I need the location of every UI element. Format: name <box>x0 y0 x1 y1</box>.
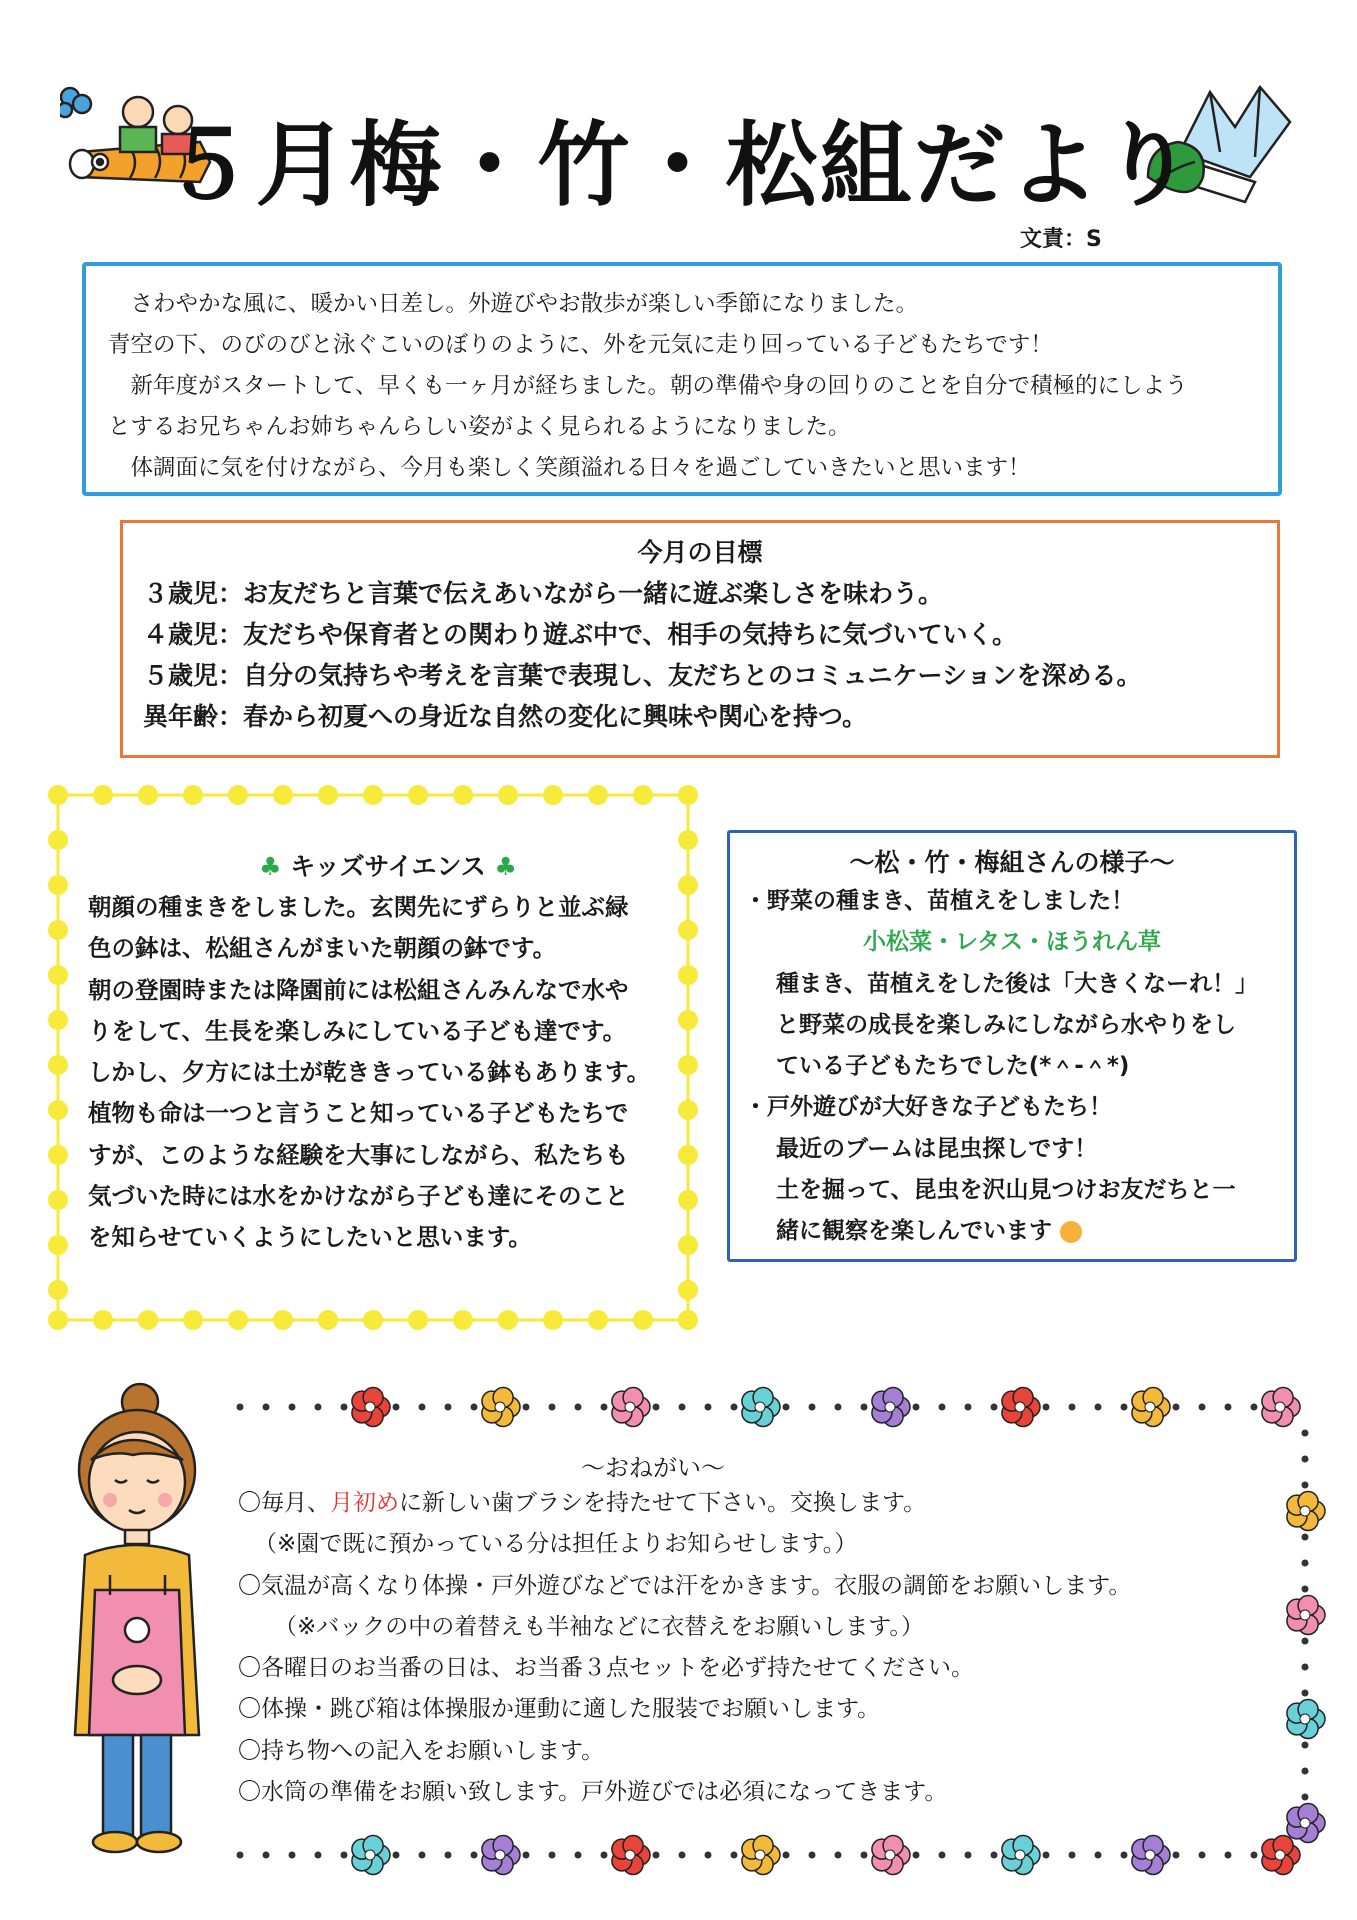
frame-dot <box>1043 1404 1050 1411</box>
frame-dot <box>1043 1852 1050 1859</box>
frame-dot <box>1302 1456 1309 1463</box>
frame-dot <box>1225 1404 1232 1411</box>
frame-dot <box>445 1404 452 1411</box>
kids-science-title: キッズサイエンス <box>290 852 486 881</box>
frame-dot <box>939 1852 946 1859</box>
kids-science-line: 朝の登園時または降園前には松組さんみんなで水や <box>88 975 629 1004</box>
kids-science-line: 色の鉢は、松組さんがまいた朝顔の鉢です。 <box>88 934 557 963</box>
frame-dot <box>315 1404 322 1411</box>
yellow-dot <box>363 1310 383 1330</box>
frame-dot <box>991 1404 998 1411</box>
intro-paragraph: とするお兄ちゃんお姉ちゃんらしい姿がよく見られるようになりました。 <box>108 414 851 440</box>
intro-paragraph: 体調面に気を付けながら、今月も楽しく笑顔溢れる日々を過ごしていきたいと思います！ <box>108 455 1031 481</box>
yellow-dot <box>678 785 698 805</box>
teacher-illustration <box>55 1380 215 1860</box>
frame-dot <box>1173 1404 1180 1411</box>
frame-dot <box>237 1852 244 1859</box>
frame-dot <box>653 1852 660 1859</box>
author-credit: 文責：S <box>1020 227 1102 252</box>
frame-dot <box>731 1852 738 1859</box>
flower-icon <box>742 1835 780 1874</box>
frame-dot <box>315 1852 322 1859</box>
frame-dot <box>341 1404 348 1411</box>
frame-dot <box>523 1404 530 1411</box>
yellow-dot <box>138 785 158 805</box>
yellow-dot <box>273 785 293 805</box>
yellow-dot <box>543 785 563 805</box>
frame-dot <box>445 1852 452 1859</box>
frame-dot <box>835 1404 842 1411</box>
frame-dot <box>679 1404 686 1411</box>
yellow-dot <box>48 965 68 985</box>
yellow-dot <box>408 1310 428 1330</box>
yellow-dot <box>678 1280 698 1300</box>
frame-dot <box>939 1404 946 1411</box>
kids-science-line: しかし、夕方には土が乾ききっている鉢もあります。 <box>88 1058 651 1087</box>
frame-dot <box>1095 1404 1102 1411</box>
frame-dot <box>705 1852 712 1859</box>
frame-dot <box>1251 1852 1258 1859</box>
yellow-dot <box>48 1100 68 1120</box>
frame-dot <box>1199 1404 1206 1411</box>
frame-dot <box>601 1852 608 1859</box>
frame-dot <box>1173 1852 1180 1859</box>
flower-icon <box>352 1835 390 1874</box>
yellow-dot <box>93 1310 113 1330</box>
frame-dot <box>393 1404 400 1411</box>
frame-dot <box>1225 1852 1232 1859</box>
yellow-dot <box>48 920 68 940</box>
frame-dot <box>705 1404 712 1411</box>
yellow-dot <box>228 785 248 805</box>
class-report-item: ・戸外遊びが大好きな子どもたち！ <box>744 1094 1112 1121</box>
flower-icon <box>1262 1387 1300 1426</box>
intro-paragraph: 青空の下、のびのびと泳ぐこいのぼりのように、外を元気に走り回っている子どもたちです！ <box>108 332 1053 358</box>
yellow-dot <box>48 1310 68 1330</box>
smile-icon <box>1060 1221 1082 1243</box>
frame-dot <box>1302 1482 1309 1489</box>
frame-dot <box>471 1404 478 1411</box>
frame-dot <box>1302 1560 1309 1567</box>
frame-dot <box>549 1404 556 1411</box>
kids-science-line: を知らせていくようにしたいと思います。 <box>88 1223 532 1252</box>
yellow-dot <box>48 1190 68 1210</box>
request-line: 〇体操・跳び箱は体操服か運動に適した服装でお願いします。 <box>238 1696 881 1723</box>
frame-dot <box>1302 1768 1309 1775</box>
frame-dot <box>653 1404 660 1411</box>
frame-dot <box>809 1852 816 1859</box>
goal-row: ３歳児：お友だちと言葉で伝えあいながら一緒に遊ぶ楽しさを味わう。 <box>143 579 944 608</box>
frame-dot <box>1302 1794 1309 1801</box>
yellow-dot <box>93 785 113 805</box>
frame-dot <box>1302 1430 1309 1437</box>
yellow-dot <box>588 1310 608 1330</box>
page-title: ５月梅・竹・松組だより <box>161 112 1196 219</box>
yellow-dot <box>48 1145 68 1165</box>
clover-icon: ♣ <box>494 852 517 881</box>
frame-dot <box>601 1404 608 1411</box>
flower-icon <box>1132 1387 1170 1426</box>
frame-dot <box>965 1404 972 1411</box>
frame-dot <box>1121 1852 1128 1859</box>
frame-dot <box>783 1404 790 1411</box>
flower-icon <box>1262 1835 1300 1874</box>
intro-paragraph: さわやかな風に、暖かい日差し。外遊びやお散歩が楽しい季節になりました。 <box>108 291 919 317</box>
requests-section <box>238 1448 1298 1813</box>
yellow-dot <box>48 1055 68 1075</box>
yellow-dot <box>633 785 653 805</box>
frame-dot <box>393 1852 400 1859</box>
yellow-dot <box>363 785 383 805</box>
request-note: （※バックの中の着替えも半袖などに衣替えをお願いします。） <box>274 1613 924 1640</box>
goals-heading: 今月の目標 <box>637 538 763 567</box>
yellow-dot <box>318 1310 338 1330</box>
flower-icon <box>1002 1835 1040 1874</box>
kids-science-line: りをして、生長を楽しみにしている子ども達です。 <box>88 1016 627 1045</box>
frame-dot <box>471 1852 478 1859</box>
frame-dot <box>1199 1852 1206 1859</box>
class-report-heading: ～松・竹・梅組さんの様子～ <box>849 848 1175 877</box>
highlight-text: 月初め <box>330 1490 399 1516</box>
yellow-dot <box>48 1010 68 1030</box>
request-text: 〇毎月、 <box>238 1490 330 1516</box>
yellow-dot <box>48 1280 68 1300</box>
request-line: 〇持ち物への記入をお願いします。 <box>238 1737 605 1764</box>
class-report-line: 土を掘って、昆虫を沢山見つけお友だちと一 <box>776 1177 1236 1204</box>
yellow-dot <box>48 875 68 895</box>
frame-dot <box>991 1852 998 1859</box>
frame-dot <box>835 1852 842 1859</box>
yellow-dot <box>633 1310 653 1330</box>
kids-science-line: 植物も命は一つと言うこと知っている子どもたちで <box>88 1099 629 1128</box>
intro-box <box>82 262 1282 496</box>
yellow-dot <box>48 1235 68 1255</box>
monthly-goals-box <box>120 520 1280 758</box>
frame-dot <box>263 1404 270 1411</box>
goal-row: ４歳児：友だちや保育者との関わり遊ぶ中で、相手の気持ちに気づいていく。 <box>143 620 1018 649</box>
class-report-item: ・野菜の種まき、苗植えをしました！ <box>744 888 1135 914</box>
flower-icon <box>482 1835 520 1874</box>
frame-dot <box>419 1404 426 1411</box>
frame-dot <box>1302 1690 1309 1697</box>
frame-dot <box>1069 1852 1076 1859</box>
frame-dot <box>1121 1404 1128 1411</box>
kids-science-line: 気づいた時には水をかけながら子ども達にそのこと <box>88 1182 629 1211</box>
frame-dot <box>1251 1404 1258 1411</box>
frame-dot <box>263 1852 270 1859</box>
frame-dot <box>861 1852 868 1859</box>
request-line: 〇水筒の準備をお願い致します。戸外遊びでは必須になってきます。 <box>238 1779 948 1806</box>
frame-dot <box>1302 1534 1309 1541</box>
flower-icon <box>352 1387 390 1426</box>
frame-dot <box>1302 1664 1309 1671</box>
kids-science-heading <box>88 847 688 883</box>
yellow-dot <box>183 785 203 805</box>
frame-dot <box>1095 1852 1102 1859</box>
kids-science-box <box>48 785 700 1330</box>
request-line: 〇各曜日のお当番の日は、お当番３点セットを必ず持たせてください。 <box>238 1655 974 1682</box>
flower-icon <box>1002 1387 1040 1426</box>
frame-dot <box>731 1404 738 1411</box>
yellow-dot <box>678 1310 698 1330</box>
frame-dot <box>913 1404 920 1411</box>
class-report-text: 緒に観察を楽しんでいます <box>776 1218 1052 1245</box>
frame-dot <box>289 1852 296 1859</box>
frame-dot <box>575 1852 582 1859</box>
frame-dot <box>1302 1742 1309 1749</box>
intro-paragraph: 新年度がスタートして、早くも一ヶ月が経ちました。朝の準備や身の回りのことを自分で積極的にしよう <box>108 373 1188 399</box>
yellow-dot <box>183 1310 203 1330</box>
class-report-line <box>744 1211 1280 1252</box>
frame-dot <box>783 1852 790 1859</box>
flower-icon <box>742 1387 780 1426</box>
requests-heading: ～おねがい～ <box>581 1454 725 1482</box>
frame-dot <box>965 1852 972 1859</box>
kids-science-line: 朝顔の種まきをしました。玄関先にずらりと並ぶ緑 <box>88 893 629 921</box>
flower-icon <box>872 1387 910 1426</box>
frame-dot <box>419 1852 426 1859</box>
yellow-dot <box>318 785 338 805</box>
class-report-line: ている子どもたちでした(*＾-＾*) <box>776 1053 1130 1080</box>
clover-icon: ♣ <box>259 852 282 881</box>
goal-row: 異年齢：春から初夏への身近な自然の変化に興味や関心を持つ。 <box>143 702 868 731</box>
request-line: 〇気温が高くなり体操・戸外遊びなどでは汗をかきます。衣服の調節をお願いします。 <box>238 1572 1132 1599</box>
yellow-dot <box>408 785 428 805</box>
goal-row: ５歳児：自分の気持ちや考えを言葉で表現し、友だちとのコミュニケーションを深める。 <box>143 661 1142 690</box>
yellow-dot <box>48 785 68 805</box>
frame-dot <box>575 1404 582 1411</box>
frame-dot <box>289 1404 296 1411</box>
frame-dot <box>341 1852 348 1859</box>
frame-dot <box>1302 1638 1309 1645</box>
flower-icon <box>872 1835 910 1874</box>
class-report-box <box>727 830 1297 1262</box>
frame-dot <box>549 1852 556 1859</box>
flower-icon <box>612 1835 650 1874</box>
yellow-dot <box>228 1310 248 1330</box>
yellow-dot <box>273 1310 293 1330</box>
yellow-dot <box>498 1310 518 1330</box>
kids-science-line: すが、このような経験を大事にしながら、私たちも <box>88 1140 629 1169</box>
class-report-line: 最近のブームは昆虫探しです！ <box>776 1135 1098 1162</box>
yellow-dot <box>48 830 68 850</box>
request-note: （※園で既に預かっている分は担任よりお知らせします。） <box>254 1531 858 1558</box>
frame-dot <box>1302 1586 1309 1593</box>
frame-dot <box>809 1404 816 1411</box>
frame-dot <box>679 1852 686 1859</box>
request-line <box>238 1483 1298 1524</box>
yellow-dot <box>138 1310 158 1330</box>
frame-dot <box>861 1404 868 1411</box>
frame-dot <box>1069 1404 1076 1411</box>
flower-icon <box>1132 1835 1170 1874</box>
flower-icon <box>612 1387 650 1426</box>
yellow-dot <box>453 785 473 805</box>
request-text: に新しい歯ブラシを持たせて下さい。交換します。 <box>399 1490 927 1516</box>
frame-dot <box>237 1404 244 1411</box>
vegetable-list: 小松菜・レタス・ほうれん草 <box>862 929 1162 956</box>
yellow-dot <box>453 1310 473 1330</box>
flower-icon <box>482 1387 520 1426</box>
class-report-line: 種まき、苗植えをした後は「大きくなーれ！」 <box>776 970 1259 997</box>
class-report-line: と野菜の成長を楽しみにしながら水やりをし <box>776 1011 1236 1038</box>
frame-dot <box>523 1852 530 1859</box>
yellow-dot <box>543 1310 563 1330</box>
yellow-dot <box>588 785 608 805</box>
frame-dot <box>913 1852 920 1859</box>
yellow-dot <box>498 785 518 805</box>
